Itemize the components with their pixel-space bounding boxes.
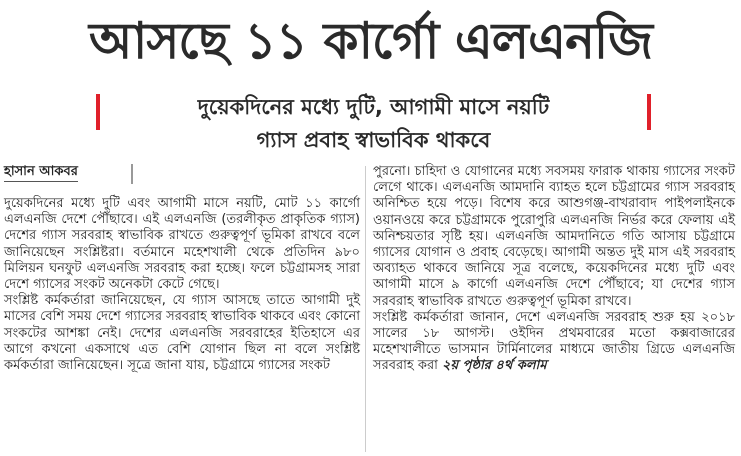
body-paragraph: দুয়েকদিনের মধ্যে দুটি এবং আগামী মাসে নয়টি, মোট ১১ কার্গো এলএনজি দেশে পৌঁছাবে। এই এলএনজি (তরলীকৃত প্রাকৃতিক গ্যাস) দেশের গ্যাস সরবরাহ স্বাভাবিক রাখতে গুরুত্বপূর্ণ ভূমিকা রাখবে বলে জানিয়েছেন সংশ্লিষ্টরা। বর্তমানে মহেশখালী থেকে প্রতিদিন ৯৮০ মিলিয়ন ঘনফুট এলএনজি সরবরাহ করা হচ্ছে। ফলে চট্টগ্রামসহ সারা দেশে গ্যাসের সংকট অনেকটা কেটে গেছে। xyxy=(4,196,360,293)
body-paragraph: পুরনো। চাহিদা ও যোগানের মধ্যে সবসময় ফারাক থাকায় গ্যাসের সংকট লেগে থাকে। এলএনজি আমদানি ব্যাহত হলে চট্টগ্রামের গ্যাস সরবরাহ অনিশ্চিত হয়ে পড়ে। বিশেষ করে আশুগঞ্জ-বাখরাবাদ পাইপলাইনকে ওয়ানওয়ে করে চট্টগ্রামকে পুরোপুরি এলএনজি নির্ভর করে ফেলায় এই অনিশ্চয়তার সৃষ্টি হয়। এলএনজি আমদানিতে গতি আসায় চট্টগ্রামে গ্যাসের যোগান ও প্রবাহ বেড়েছে। আগামী অন্তত দুই মাস এই সরবরাহ অব্যাহত থাকবে জানিয়ে সূত্র বলেছে, কয়েকদিনের মধ্যে দুটি এবং আগামী মাসে ৯ কার্গো এলএনজি দেশে পৌঁছাবে; যা দেশের গ্যাস সরবরাহ স্বাভাবিক রাখতে গুরুত্বপূর্ণ ভূমিকা রাখবে। xyxy=(373,164,735,309)
column-left xyxy=(4,164,360,374)
continuation-link[interactable]: ২য় পৃষ্ঠার ৪র্থ কলাম xyxy=(442,358,547,374)
body-paragraph: সংশ্লিষ্ট কর্মকর্তারা জানিয়েছেন, যে গ্যাস আসছে তাতে আগামী দুই মাসের বেশি সময় দেশে গ্যাসের সরবরাহ স্বাভাবিক থাকবে এবং কোনো সংকটের আশঙ্কা নেই। দেশের এলএনজি সরবরাহের ইতিহাসে এর আগে কখনো একসাথে এত বেশি যোগান ছিল না বলে সংশ্লিষ্ট কর্মকর্তারা জানিয়েছেন। সূত্রে জানা যায়, চট্টগ্রামে গ্যাসের সংকট xyxy=(4,293,360,374)
body-paragraph-text: সংশ্লিষ্ট কর্মকর্তারা জানান, দেশে এলএনজি সরবরাহ শুরু হয় ২০১৮ সালের ১৮ আগস্ট। ওইদিন প্রথমবারের মতো কক্সবাজারের মহেশখালীতে ভাসমান টার্মিনালের মাধ্যমে জাতীয় গ্রিডে এলএনজি সরবরাহ করা xyxy=(373,309,735,374)
column-divider xyxy=(365,166,366,452)
byline: হাসান আকবর xyxy=(4,164,78,182)
subheadline-line-2: গ্যাস প্রবাহ স্বাভাবিক থাকবে xyxy=(256,128,491,152)
subheadline-block xyxy=(96,90,651,156)
subheadline-line-1: দুয়েকদিনের মধ্যে দুটি, আগামী মাসে নয়টি xyxy=(197,95,550,119)
byline-row xyxy=(4,164,360,186)
column-right xyxy=(373,164,735,375)
byline-divider xyxy=(131,164,133,184)
headline: আসছে ১১ কার্গো এলএনজি xyxy=(89,12,652,70)
accent-bar-right xyxy=(647,94,651,130)
body-paragraph xyxy=(373,310,735,375)
